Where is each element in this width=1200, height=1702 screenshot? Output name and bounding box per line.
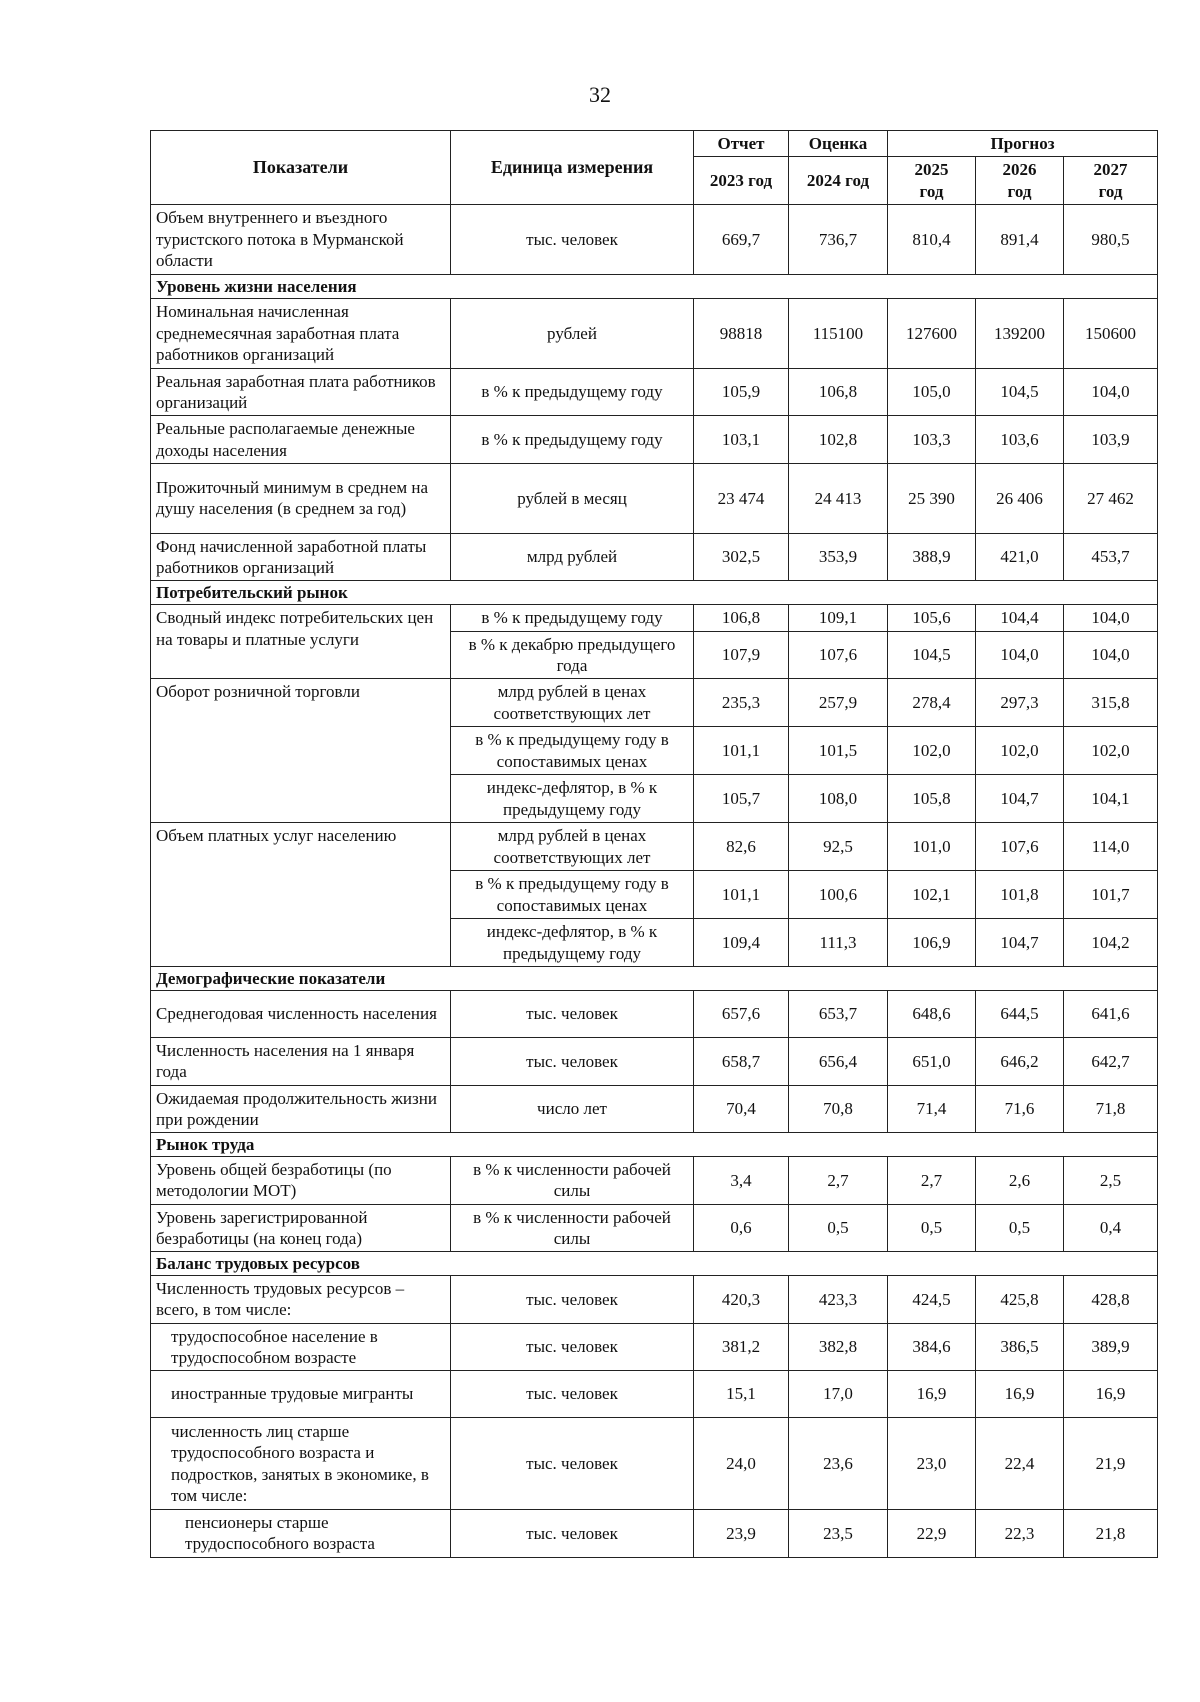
indicator-cell: Номинальная начисленная среднемесячная заработная плата работников организаций — [151, 298, 451, 368]
value-2025: 102,1 — [888, 871, 976, 919]
value-2027: 16,9 — [1064, 1371, 1158, 1418]
unit-cell: тыс. человек — [451, 204, 694, 274]
unit-cell: число лет — [451, 1085, 694, 1133]
unit-cell: в % к предыдущему году в сопоставимых ценах — [451, 871, 694, 919]
indicator-cell: Оборот розничной торговли — [151, 679, 451, 823]
value-2027: 642,7 — [1064, 1038, 1158, 1086]
value-2023: 106,8 — [694, 605, 789, 631]
value-2023: 420,3 — [694, 1276, 789, 1324]
value-2024: 23,6 — [789, 1418, 888, 1510]
value-2023: 82,6 — [694, 823, 789, 871]
value-2025: 651,0 — [888, 1038, 976, 1086]
table-row — [151, 1157, 1158, 1205]
table-row — [151, 204, 1158, 274]
table-row — [151, 991, 1158, 1038]
unit-cell: в % к предыдущему году — [451, 368, 694, 416]
value-2024: 111,3 — [789, 919, 888, 967]
header-year-2026: 2026 год — [976, 157, 1064, 205]
section-title: Уровень жизни населения — [151, 274, 1158, 298]
header-forecast: Прогноз — [888, 131, 1158, 157]
unit-cell: млрд рублей в ценах соответствующих лет — [451, 679, 694, 727]
value-2025: 16,9 — [888, 1371, 976, 1418]
value-2027: 21,9 — [1064, 1418, 1158, 1510]
value-2024: 353,9 — [789, 533, 888, 581]
value-2025: 103,3 — [888, 416, 976, 464]
indicator-cell: пенсионеры старше трудоспособного возраста — [151, 1510, 451, 1558]
value-2024: 106,8 — [789, 368, 888, 416]
unit-cell: в % к численности рабочей силы — [451, 1157, 694, 1205]
value-2023: 302,5 — [694, 533, 789, 581]
value-2024: 257,9 — [789, 679, 888, 727]
indicator-cell: Численность населения на 1 января года — [151, 1038, 451, 1086]
value-2024: 24 413 — [789, 463, 888, 533]
value-2023: 101,1 — [694, 871, 789, 919]
value-2024: 115100 — [789, 298, 888, 368]
table-row — [151, 823, 1158, 871]
indicator-cell: Объем платных услуг населению — [151, 823, 451, 967]
section-row — [151, 1252, 1158, 1276]
value-2023: 105,7 — [694, 775, 789, 823]
unit-cell: индекс-дефлятор, в % к предыдущему году — [451, 919, 694, 967]
header-year-2023: 2023 год — [694, 157, 789, 205]
value-2025: 22,9 — [888, 1510, 976, 1558]
value-2024: 92,5 — [789, 823, 888, 871]
indicator-cell: иностранные трудовые мигранты — [151, 1371, 451, 1418]
unit-cell: тыс. человек — [451, 1418, 694, 1510]
table-row — [151, 1510, 1158, 1558]
value-2026: 104,7 — [976, 919, 1064, 967]
value-2023: 381,2 — [694, 1323, 789, 1371]
unit-cell: тыс. человек — [451, 1276, 694, 1324]
indicator-cell: Уровень общей безработицы (по методологии МОТ) — [151, 1157, 451, 1205]
value-2023: 105,9 — [694, 368, 789, 416]
value-2024: 2,7 — [789, 1157, 888, 1205]
indicator-cell: Ожидаемая продолжительность жизни при рождении — [151, 1085, 451, 1133]
value-2023: 235,3 — [694, 679, 789, 727]
unit-cell: рублей в месяц — [451, 463, 694, 533]
value-2024: 107,6 — [789, 631, 888, 679]
value-2025: 25 390 — [888, 463, 976, 533]
value-2025: 104,5 — [888, 631, 976, 679]
value-2026: 104,7 — [976, 775, 1064, 823]
unit-cell: млрд рублей — [451, 533, 694, 581]
value-2024: 100,6 — [789, 871, 888, 919]
unit-cell: тыс. человек — [451, 1323, 694, 1371]
value-2027: 104,1 — [1064, 775, 1158, 823]
value-2025: 384,6 — [888, 1323, 976, 1371]
value-2023: 3,4 — [694, 1157, 789, 1205]
value-2024: 653,7 — [789, 991, 888, 1038]
indicator-cell: Фонд начисленной заработной платы работников организаций — [151, 533, 451, 581]
value-2026: 421,0 — [976, 533, 1064, 581]
value-2026: 104,5 — [976, 368, 1064, 416]
indicator-cell: Среднегодовая численность населения — [151, 991, 451, 1038]
value-2026: 26 406 — [976, 463, 1064, 533]
value-2025: 810,4 — [888, 204, 976, 274]
value-2026: 2,6 — [976, 1157, 1064, 1205]
value-2026: 103,6 — [976, 416, 1064, 464]
table-row — [151, 1204, 1158, 1252]
value-2025: 105,0 — [888, 368, 976, 416]
value-2027: 102,0 — [1064, 727, 1158, 775]
value-2023: 658,7 — [694, 1038, 789, 1086]
value-2026: 425,8 — [976, 1276, 1064, 1324]
value-2027: 104,0 — [1064, 631, 1158, 679]
unit-cell: индекс-дефлятор, в % к предыдущему году — [451, 775, 694, 823]
value-2027: 104,0 — [1064, 605, 1158, 631]
value-2026: 104,4 — [976, 605, 1064, 631]
forecast-table — [150, 130, 1158, 1558]
table-row — [151, 1323, 1158, 1371]
value-2027: 641,6 — [1064, 991, 1158, 1038]
header-year-2025: 2025 год — [888, 157, 976, 205]
section-title: Потребительский рынок — [151, 581, 1158, 605]
header-year-2027: 2027 год — [1064, 157, 1158, 205]
value-2027: 71,8 — [1064, 1085, 1158, 1133]
value-2026: 22,4 — [976, 1418, 1064, 1510]
value-2024: 23,5 — [789, 1510, 888, 1558]
value-2023: 657,6 — [694, 991, 789, 1038]
value-2026: 107,6 — [976, 823, 1064, 871]
value-2025: 106,9 — [888, 919, 976, 967]
table-row — [151, 533, 1158, 581]
unit-cell: в % к декабрю предыдущего года — [451, 631, 694, 679]
value-2023: 70,4 — [694, 1085, 789, 1133]
value-2025: 0,5 — [888, 1204, 976, 1252]
value-2025: 2,7 — [888, 1157, 976, 1205]
value-2024: 17,0 — [789, 1371, 888, 1418]
table-row — [151, 416, 1158, 464]
value-2027: 2,5 — [1064, 1157, 1158, 1205]
value-2023: 103,1 — [694, 416, 789, 464]
value-2025: 71,4 — [888, 1085, 976, 1133]
value-2027: 104,0 — [1064, 368, 1158, 416]
value-2023: 669,7 — [694, 204, 789, 274]
value-2027: 150600 — [1064, 298, 1158, 368]
value-2025: 127600 — [888, 298, 976, 368]
value-2027: 0,4 — [1064, 1204, 1158, 1252]
header-unit: Единица измерения — [451, 131, 694, 205]
value-2025: 648,6 — [888, 991, 976, 1038]
table-row — [151, 368, 1158, 416]
indicator-cell: трудоспособное население в трудоспособном возрасте — [151, 1323, 451, 1371]
value-2027: 104,2 — [1064, 919, 1158, 967]
value-2026: 101,8 — [976, 871, 1064, 919]
value-2025: 105,8 — [888, 775, 976, 823]
value-2027: 27 462 — [1064, 463, 1158, 533]
section-row — [151, 967, 1158, 991]
header-year-2024: 2024 год — [789, 157, 888, 205]
value-2026: 71,6 — [976, 1085, 1064, 1133]
unit-cell: в % к предыдущему году — [451, 416, 694, 464]
value-2023: 101,1 — [694, 727, 789, 775]
value-2024: 423,3 — [789, 1276, 888, 1324]
value-2023: 107,9 — [694, 631, 789, 679]
value-2026: 22,3 — [976, 1510, 1064, 1558]
indicator-cell: Сводный индекс потребительских цен на товары и платные услуги — [151, 605, 451, 679]
header-indicator: Показатели — [151, 131, 451, 205]
value-2027: 453,7 — [1064, 533, 1158, 581]
value-2025: 278,4 — [888, 679, 976, 727]
section-title: Демографические показатели — [151, 967, 1158, 991]
table-row — [151, 1038, 1158, 1086]
indicator-cell: Уровень зарегистрированной безработицы (на конец года) — [151, 1204, 451, 1252]
unit-cell: млрд рублей в ценах соответствующих лет — [451, 823, 694, 871]
section-title: Баланс трудовых ресурсов — [151, 1252, 1158, 1276]
unit-cell: рублей — [451, 298, 694, 368]
value-2026: 102,0 — [976, 727, 1064, 775]
value-2023: 98818 — [694, 298, 789, 368]
value-2025: 388,9 — [888, 533, 976, 581]
value-2023: 15,1 — [694, 1371, 789, 1418]
value-2025: 105,6 — [888, 605, 976, 631]
value-2027: 428,8 — [1064, 1276, 1158, 1324]
value-2026: 297,3 — [976, 679, 1064, 727]
table-row — [151, 463, 1158, 533]
value-2027: 103,9 — [1064, 416, 1158, 464]
value-2026: 0,5 — [976, 1204, 1064, 1252]
unit-cell: в % к предыдущему году — [451, 605, 694, 631]
value-2026: 139200 — [976, 298, 1064, 368]
value-2024: 70,8 — [789, 1085, 888, 1133]
value-2023: 24,0 — [694, 1418, 789, 1510]
table-row — [151, 1276, 1158, 1324]
table-row — [151, 1418, 1158, 1510]
value-2026: 104,0 — [976, 631, 1064, 679]
section-row — [151, 1133, 1158, 1157]
value-2027: 389,9 — [1064, 1323, 1158, 1371]
value-2024: 108,0 — [789, 775, 888, 823]
table-row — [151, 1085, 1158, 1133]
table-row — [151, 679, 1158, 727]
value-2024: 109,1 — [789, 605, 888, 631]
section-title: Рынок труда — [151, 1133, 1158, 1157]
value-2024: 102,8 — [789, 416, 888, 464]
value-2026: 891,4 — [976, 204, 1064, 274]
unit-cell: тыс. человек — [451, 1038, 694, 1086]
indicator-cell: Прожиточный минимум в среднем на душу населения (в среднем за год) — [151, 463, 451, 533]
unit-cell: тыс. человек — [451, 1371, 694, 1418]
section-row — [151, 274, 1158, 298]
indicator-cell: Объем внутреннего и въездного туристского потока в Мурманской области — [151, 204, 451, 274]
value-2023: 109,4 — [694, 919, 789, 967]
header-estimate: Оценка — [789, 131, 888, 157]
value-2025: 424,5 — [888, 1276, 976, 1324]
value-2024: 656,4 — [789, 1038, 888, 1086]
value-2024: 382,8 — [789, 1323, 888, 1371]
table-row — [151, 1371, 1158, 1418]
value-2026: 16,9 — [976, 1371, 1064, 1418]
value-2025: 23,0 — [888, 1418, 976, 1510]
value-2023: 23 474 — [694, 463, 789, 533]
value-2027: 980,5 — [1064, 204, 1158, 274]
page-number: 32 — [589, 82, 611, 107]
value-2027: 114,0 — [1064, 823, 1158, 871]
value-2023: 23,9 — [694, 1510, 789, 1558]
header-report: Отчет — [694, 131, 789, 157]
unit-cell: тыс. человек — [451, 991, 694, 1038]
value-2027: 315,8 — [1064, 679, 1158, 727]
indicator-cell: Реальная заработная плата работников организаций — [151, 368, 451, 416]
value-2025: 101,0 — [888, 823, 976, 871]
table-row — [151, 605, 1158, 631]
value-2027: 101,7 — [1064, 871, 1158, 919]
table-row — [151, 298, 1158, 368]
value-2024: 736,7 — [789, 204, 888, 274]
indicator-cell: численность лиц старше трудоспособного возраста и подростков, занятых в экономике, в том числе: — [151, 1418, 451, 1510]
section-row — [151, 581, 1158, 605]
value-2027: 21,8 — [1064, 1510, 1158, 1558]
value-2024: 101,5 — [789, 727, 888, 775]
value-2025: 102,0 — [888, 727, 976, 775]
unit-cell: тыс. человек — [451, 1510, 694, 1558]
value-2026: 386,5 — [976, 1323, 1064, 1371]
unit-cell: в % к предыдущему году в сопоставимых ценах — [451, 727, 694, 775]
value-2026: 646,2 — [976, 1038, 1064, 1086]
value-2026: 644,5 — [976, 991, 1064, 1038]
value-2023: 0,6 — [694, 1204, 789, 1252]
indicator-cell: Численность трудовых ресурсов – всего, в том числе: — [151, 1276, 451, 1324]
unit-cell: в % к численности рабочей силы — [451, 1204, 694, 1252]
value-2024: 0,5 — [789, 1204, 888, 1252]
indicator-cell: Реальные располагаемые денежные доходы населения — [151, 416, 451, 464]
